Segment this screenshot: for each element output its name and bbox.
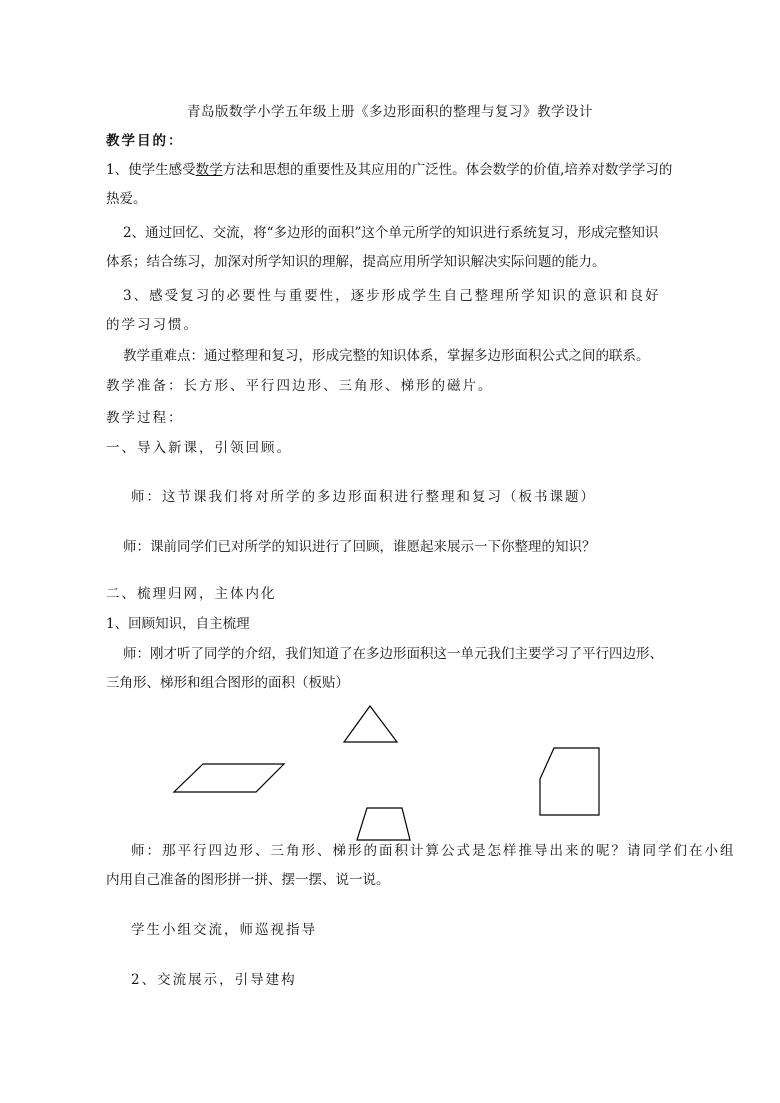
goals-heading: 教学目的： <box>106 133 184 149</box>
process-heading: 教学过程： <box>106 410 184 426</box>
goal-2-line-2: 体系；结合练习，加深对所学知识的理解，提高应用所学知识解决实际问题的能力。 <box>106 254 606 270</box>
sub-2-heading: 2、交流展示，引导建构 <box>131 972 297 988</box>
teacher-line-3-1: 师：刚才听了同学的介绍，我们知道了在多边形面积这一单元我们主要学习了平行四边形、 <box>123 646 663 662</box>
students-activity: 学生小组交流，师巡视指导 <box>131 922 317 938</box>
teacher-line-2: 师：课前同学们已对所学的知识进行了回顾，谁愿起来展示一下你整理的知识？ <box>123 539 596 555</box>
math-link[interactable]: 数学 <box>195 162 223 178</box>
parallelogram-shape <box>174 764 284 792</box>
goal-2-line-1: 2、通过回忆、交流，将“多边形的面积”这个单元所学的知识进行系统复习，形成完整知识 <box>123 225 659 241</box>
goal-1-suffix: 方法和思想的重要性及其应用的广泛性。体会数学的价值,培养对数学学习的 <box>222 162 673 178</box>
document-title: 青岛版数学小学五年级上册《多边形面积的整理与复习》教学设计 <box>187 104 593 120</box>
sub-1-heading: 1、回顾知识，自主梳理 <box>106 616 250 632</box>
teacher-line-4-1: 师：那平行四边形、三角形、梯形的面积计算公式是怎样推导出来的呢？请同学们在小组 <box>131 843 736 859</box>
goal-3-line-1: 3、感受复习的必要性与重要性，逐步形成学生自己整理所学知识的意识和良好 <box>123 288 661 304</box>
teacher-line-3-2: 三角形、梯形和组合图形的面积（板贴） <box>106 675 349 691</box>
goal-1-line-2: 热爱。 <box>106 191 147 207</box>
goal-1-prefix: 1、使学生感受 <box>106 162 196 178</box>
preparation: 教学准备：长方形、平行四边形、三角形、梯形的磁片。 <box>106 378 494 394</box>
goal-1-line-1 <box>106 161 672 179</box>
section-2-heading: 二、梳理归网，主体内化 <box>106 586 277 602</box>
goal-3-line-2: 的学习习惯。 <box>106 317 199 333</box>
section-1-heading: 一、导入新课，引领回顾。 <box>106 440 292 456</box>
key-points: 教学重难点：通过整理和复习，形成完整的知识体系，掌握多边形面积公式之间的联系。 <box>123 348 650 364</box>
teacher-line-4-2: 内用自己准备的图形拼一拼、摆一摆、说一说。 <box>106 872 390 888</box>
trapezoid-shape <box>357 808 410 840</box>
teacher-line-1: 师：这节课我们将对所学的多边形面积进行整理和复习（板书课题） <box>131 489 596 505</box>
composite-shape <box>540 748 599 815</box>
triangle-shape <box>344 706 397 742</box>
